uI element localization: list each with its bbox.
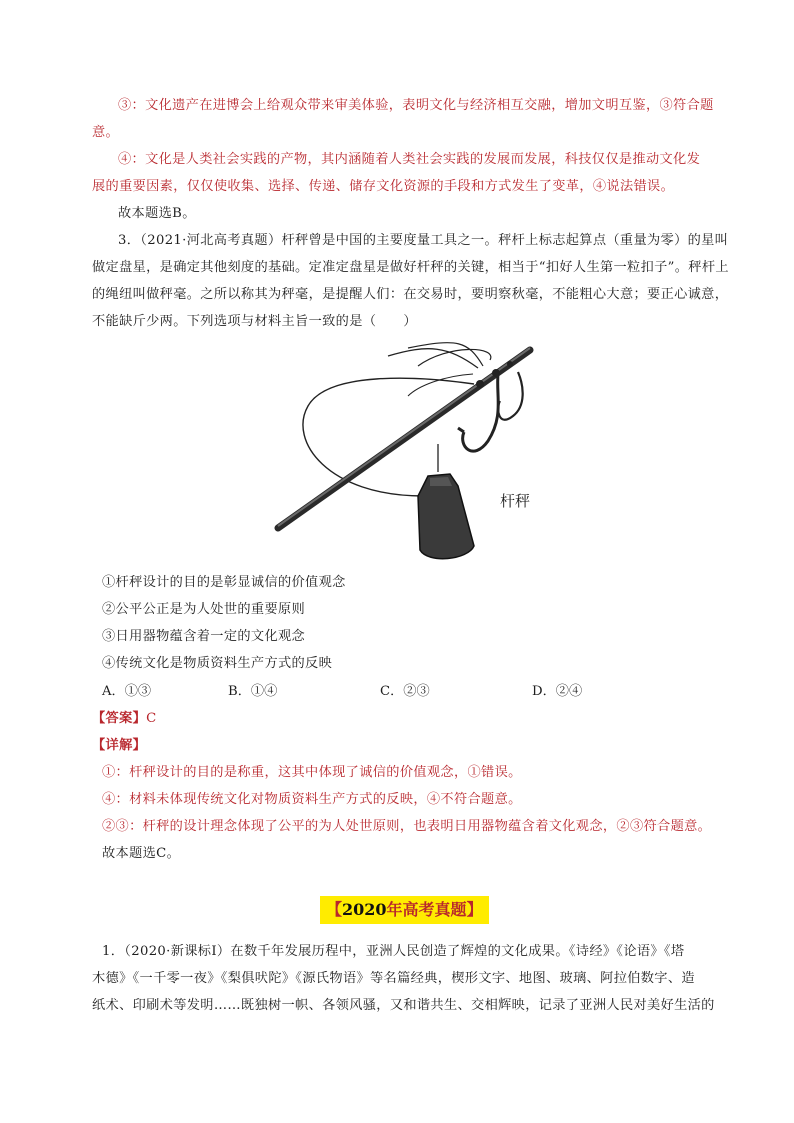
detail-label: 【详解】	[92, 738, 147, 753]
section-title-year: 2020	[342, 900, 387, 919]
option-a: A．①③	[102, 684, 152, 699]
analysis-conclusion: 故本题选B。	[118, 206, 196, 221]
figure-caption: 杆秤	[500, 492, 531, 510]
detail-line-1: ①：杆秤设计的目的是称重，这其中体现了诚信的价值观念，①错误。	[102, 765, 522, 780]
statement-2: ②公平公正是为人处世的重要原则	[102, 602, 306, 617]
option-d: D．②④	[532, 684, 583, 699]
question1-line2: 木德》《一千零一夜》《梨俱吠陀》《源氏物语》等名篇经典，楔形文字、地图、玻璃、阿拉伯数字、造	[92, 971, 695, 986]
analysis-item3-line1: ③：文化遗产在进博会上给观众带来审美体验，表明文化与经济相互交融，增加文明互鉴，③符合题	[118, 98, 714, 113]
detail-line	[92, 736, 146, 756]
answer-line	[92, 709, 157, 729]
detail-line-3: ②③：杆秤的设计理念体现了公平的为人处世原则，也表明日用器物蕴含着文化观念，②③符合题意。	[102, 819, 712, 834]
analysis-item4-line2: 展的重要因素，仅仅使收集、选择、传递、储存文化资源的手段和方式发生了变革，④说法错误。	[92, 179, 675, 194]
question3-line3: 的绳纽叫做秤毫。之所以称其为秤毫，是提醒人们：在交易时，要明察秋毫，不能粗心大意；要正心诚意，	[92, 287, 729, 302]
analysis-item4-line1: ④：文化是人类社会实践的产物，其内涵随着人类社会实践的发展而发展，科技仅仅是推动文化发	[118, 152, 701, 167]
detail-line-2: ④：材料未体现传统文化对物质资料生产方式的反映，④不符合题意。	[102, 792, 522, 807]
option-c: C．②③	[380, 684, 430, 699]
question1-line1: 1．（2020·新课标Ⅰ）在数千年发展历程中，亚洲人民创造了辉煌的文化成果。《诗经》《论语》《塔	[102, 944, 685, 959]
section-title	[320, 896, 489, 924]
steelyard-illustration	[268, 336, 564, 568]
question3-line1: 3．（2021·河北高考真题）杆秤曾是中国的主要度量工具之一。秤杆上标志起算点（重量为零）的星叫	[118, 233, 729, 248]
steelyard-figure	[268, 336, 564, 568]
question3-line2: 做定盘星，是确定其他刻度的基础。定准定盘星是做好杆秤的关键，相当于“扣好人生第一粒扣子”。秤杆上	[92, 260, 729, 275]
section-title-open: 【	[326, 900, 343, 919]
analysis-item3-line2: 意。	[92, 125, 120, 140]
statement-4: ④传统文化是物质资料生产方式的反映	[102, 656, 333, 671]
question3-line4: 不能缺斤少两。下列选项与材料主旨一致的是（ ）	[92, 314, 417, 329]
answer-value: C	[146, 711, 157, 726]
statement-3: ③日用器物蕴含着一定的文化观念	[102, 629, 306, 644]
option-b: B．①④	[228, 684, 278, 699]
statement-1: ①杆秤设计的目的是彰显诚信的价值观念	[102, 575, 346, 590]
question1-line3: 纸术、印刷术等发明……既独树一帜、各领风骚，又和谐共生、交相辉映，记录了亚洲人民对美好生活的	[92, 998, 715, 1013]
section-title-rest: 年高考真题	[386, 900, 467, 919]
answer-label: 【答案】	[92, 711, 147, 726]
section-title-close: 】	[466, 900, 483, 919]
question3-conclusion: 故本题选C。	[102, 846, 181, 861]
